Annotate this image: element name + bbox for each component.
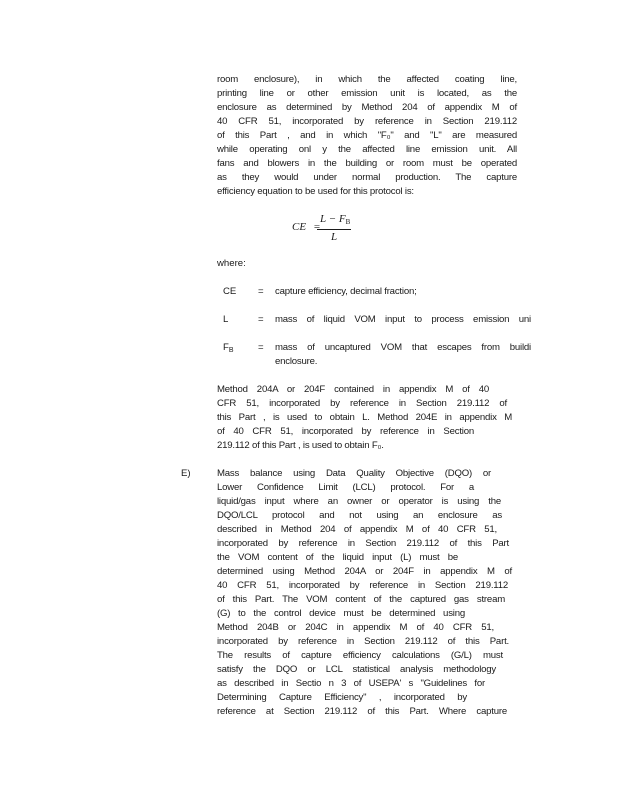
text-line: efficiency equation to be used for this protocol is: [217, 186, 414, 197]
text-line: determined using Method 204A or 204F in appendix M of [217, 566, 512, 577]
text-line: 40 CFR 51, incorporated by reference in Section 219.112 [217, 116, 517, 127]
text-line: Method 204A or 204F contained in appendix M of 40 [217, 384, 489, 395]
text-line: (G) to the control device must be determined using [217, 608, 465, 619]
text-line: enclosure as determined by Method 204 of appendix M of [217, 102, 517, 113]
equation-fraction [320, 213, 351, 244]
definition-equals: = [258, 286, 264, 297]
text-line: Method 204B or 204C in appendix M of 40 CFR 51, [217, 622, 494, 633]
definition-equals: = [258, 342, 264, 353]
text-line: Lower Confidence Limit (LCL) protocol. For a [217, 482, 474, 493]
text-line: Determining Capture Efficiency" , incorporated by [217, 692, 467, 703]
definition-description: mass of uncaptured VOM that escapes from buildi [275, 342, 531, 353]
equation-numerator-subscript: B [345, 218, 351, 226]
where-label: where: [217, 258, 246, 269]
text-line: as they would under normal production. The capture [217, 172, 517, 183]
text-line: CFR 51, incorporated by reference in Section 219.112 of [217, 398, 507, 409]
text-line: incorporated by reference in Section 219.112 of this Part [217, 538, 509, 549]
definition-term: CE [223, 286, 237, 297]
definition-term: $F_B$ [223, 342, 234, 354]
text-line: DQO/LCL protocol and not using an enclosure as [217, 510, 502, 521]
text-line: this Part , is used to obtain L. Method 204E in appendix M [217, 412, 512, 423]
text-line: 219.112 of this Part , is used to obtain F₀. [217, 440, 384, 451]
definition-description: capture efficiency, decimal fraction; [275, 286, 417, 297]
text-line: fans and blowers in the building or room must be operated [217, 158, 517, 169]
text-line: of this Part , and in which "F₀" and "L" are measured [217, 130, 517, 141]
text-line: while operating onl y the affected line emission unit. All [217, 144, 517, 155]
text-line: incorporated by reference in Section 219.112 of this Part. [217, 636, 509, 647]
definition-equals: = [258, 314, 264, 325]
equation-numerator: L − F [320, 213, 346, 225]
text-line: as described in Sectio n 3 of USEPA' s "Guidelines for [217, 678, 485, 689]
equation-equals: = [313, 221, 321, 233]
definition-term: L [223, 314, 229, 325]
text-line: the VOM content of the liquid input (L) must be [217, 552, 458, 563]
text-line: Mass balance using Data Quality Objective (DQO) or [217, 468, 491, 479]
equation-denominator: L [330, 231, 338, 243]
definition-description-continuation: enclosure. [275, 356, 318, 367]
text-line: satisfy the DQO or LCL statistical analysis methodology [217, 664, 496, 675]
text-line: described in Method 204 of appendix M of 40 CFR 51, [217, 524, 497, 535]
text-line: room enclosure), in which the affected coating line, [217, 74, 517, 85]
list-item-marker: E) [181, 468, 191, 479]
text-line: liquid/gas input where an owner or operator is using the [217, 496, 501, 507]
definition-description: mass of liquid VOM input to process emission uni [275, 314, 531, 325]
text-line: 40 CFR 51, incorporated by reference in Section 219.112 [217, 580, 508, 591]
text-line: printing line or other emission unit is located, as the [217, 88, 517, 99]
text-line: of 40 CFR 51, incorporated by reference in Section [217, 426, 474, 437]
text-line: reference at Section 219.112 of this Part. Where capture [217, 706, 507, 717]
text-line: The results of capture efficiency calculations (G/L) must [217, 650, 503, 661]
text-line: of this Part. The VOM content of the captured gas stream [217, 594, 505, 605]
equation-lhs: CE [292, 221, 307, 233]
